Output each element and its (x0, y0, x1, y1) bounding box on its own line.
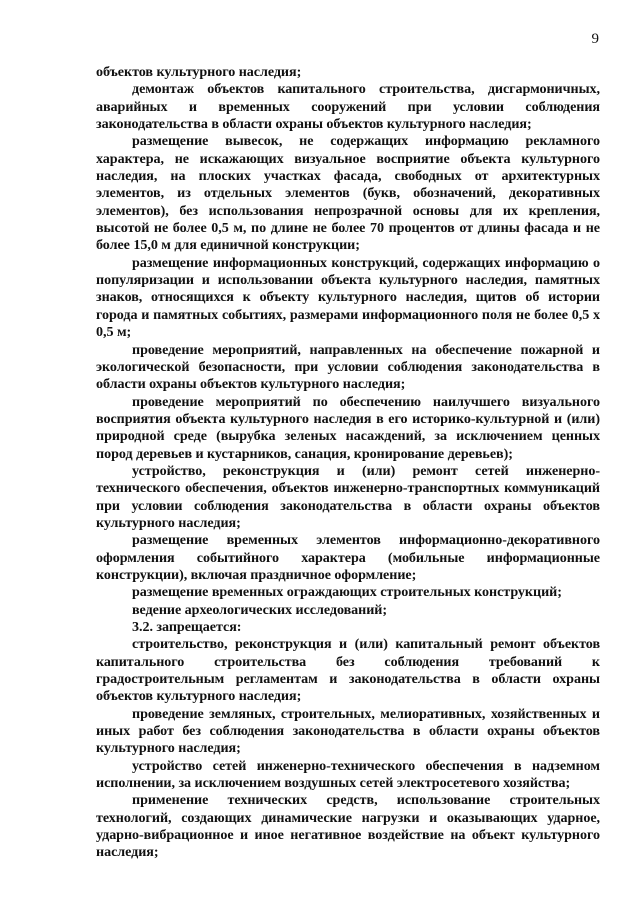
paragraph: устройство, реконструкция и (или) ремонт сетей инженерно-технического обеспечения, объектов инженерно-транспортных коммуникаций при условии соблюдения законодательства в области охраны объектов культурного наследия; (96, 462, 600, 531)
paragraph: проведение мероприятий, направленных на обеспечение пожарной и экологической безопасности, при условии соблюдения законодательства в области охраны объектов культурного наследия; (96, 341, 600, 393)
document-body (96, 64, 600, 862)
paragraph: объектов культурного наследия; (96, 64, 302, 80)
paragraph: устройство сетей инженерно-технического обеспечения в надземном исполнении, за исключением воздушных сетей электросетевого хозяйства; (96, 757, 600, 792)
paragraph: ведение археологических исследований; (132, 601, 387, 618)
paragraph: проведение земляных, строительных, мелиоративных, хозяйственных и иных работ без соблюдения законодательства в области охраны объектов культурного наследия; (96, 705, 600, 757)
section-heading: 3.2. запрещается: (132, 619, 242, 635)
paragraph: размещение временных ограждающих строительных конструкций; (132, 584, 562, 601)
paragraph: размещение информационных конструкций, содержащих информацию о популяризации и использовании объекта культурного наследия, памятных знаков, относящихся к объекту культурного наследия, щитов об истории города и памятных событиях, размерами информационного поля не более 0,5 х 0,5 м; (96, 254, 600, 341)
paragraph: размещение вывесок, не содержащих информацию рекламного характера, не искажающих визуальное восприятие объекта культурного наследия, на плоских участках фасада, свободных от архитектурных элементов, из отдельных элементов (букв, обозначений, декоративных элементов), без использования непрозрачной основы для их крепления, высотой не более 0,5 м, по длине не более 70 процентов от длины фасада и не более 15,0 м для единичной конструкции; (96, 133, 600, 254)
paragraph: строительство, реконструкция и (или) капитальный ремонт объектов капитального строительства без соблюдения требований к градостроительным регламентам и законодательства в области охраны объектов культурного наследия; (96, 636, 600, 705)
page-number: 9 (591, 31, 599, 47)
paragraph: проведение мероприятий по обеспечению наилучшего визуального восприятия объекта культурного наследия в его историко-культурной и (или) природной среде (вырубка зеленых насаждений, за исключением ценных пород деревьев и кустарников, санация, кронирование деревьев); (96, 393, 600, 462)
paragraph: размещение временных элементов информационно-декоративного оформления событийного характера (мобильные информационные конструкции), включая праздничное оформление; (96, 532, 600, 583)
paragraph: применение технических средств, использование строительных технологий, создающих динамические нагрузки и оказывающих ударное, ударно-вибрационное и иное негативное воздействие на объект культурного наследия; (96, 792, 600, 861)
paragraph: демонтаж объектов капитального строительства, дисгармоничных, аварийных и временных сооружений при условии соблюдения законодательства в области охраны объектов культурного наследия; (96, 81, 600, 133)
